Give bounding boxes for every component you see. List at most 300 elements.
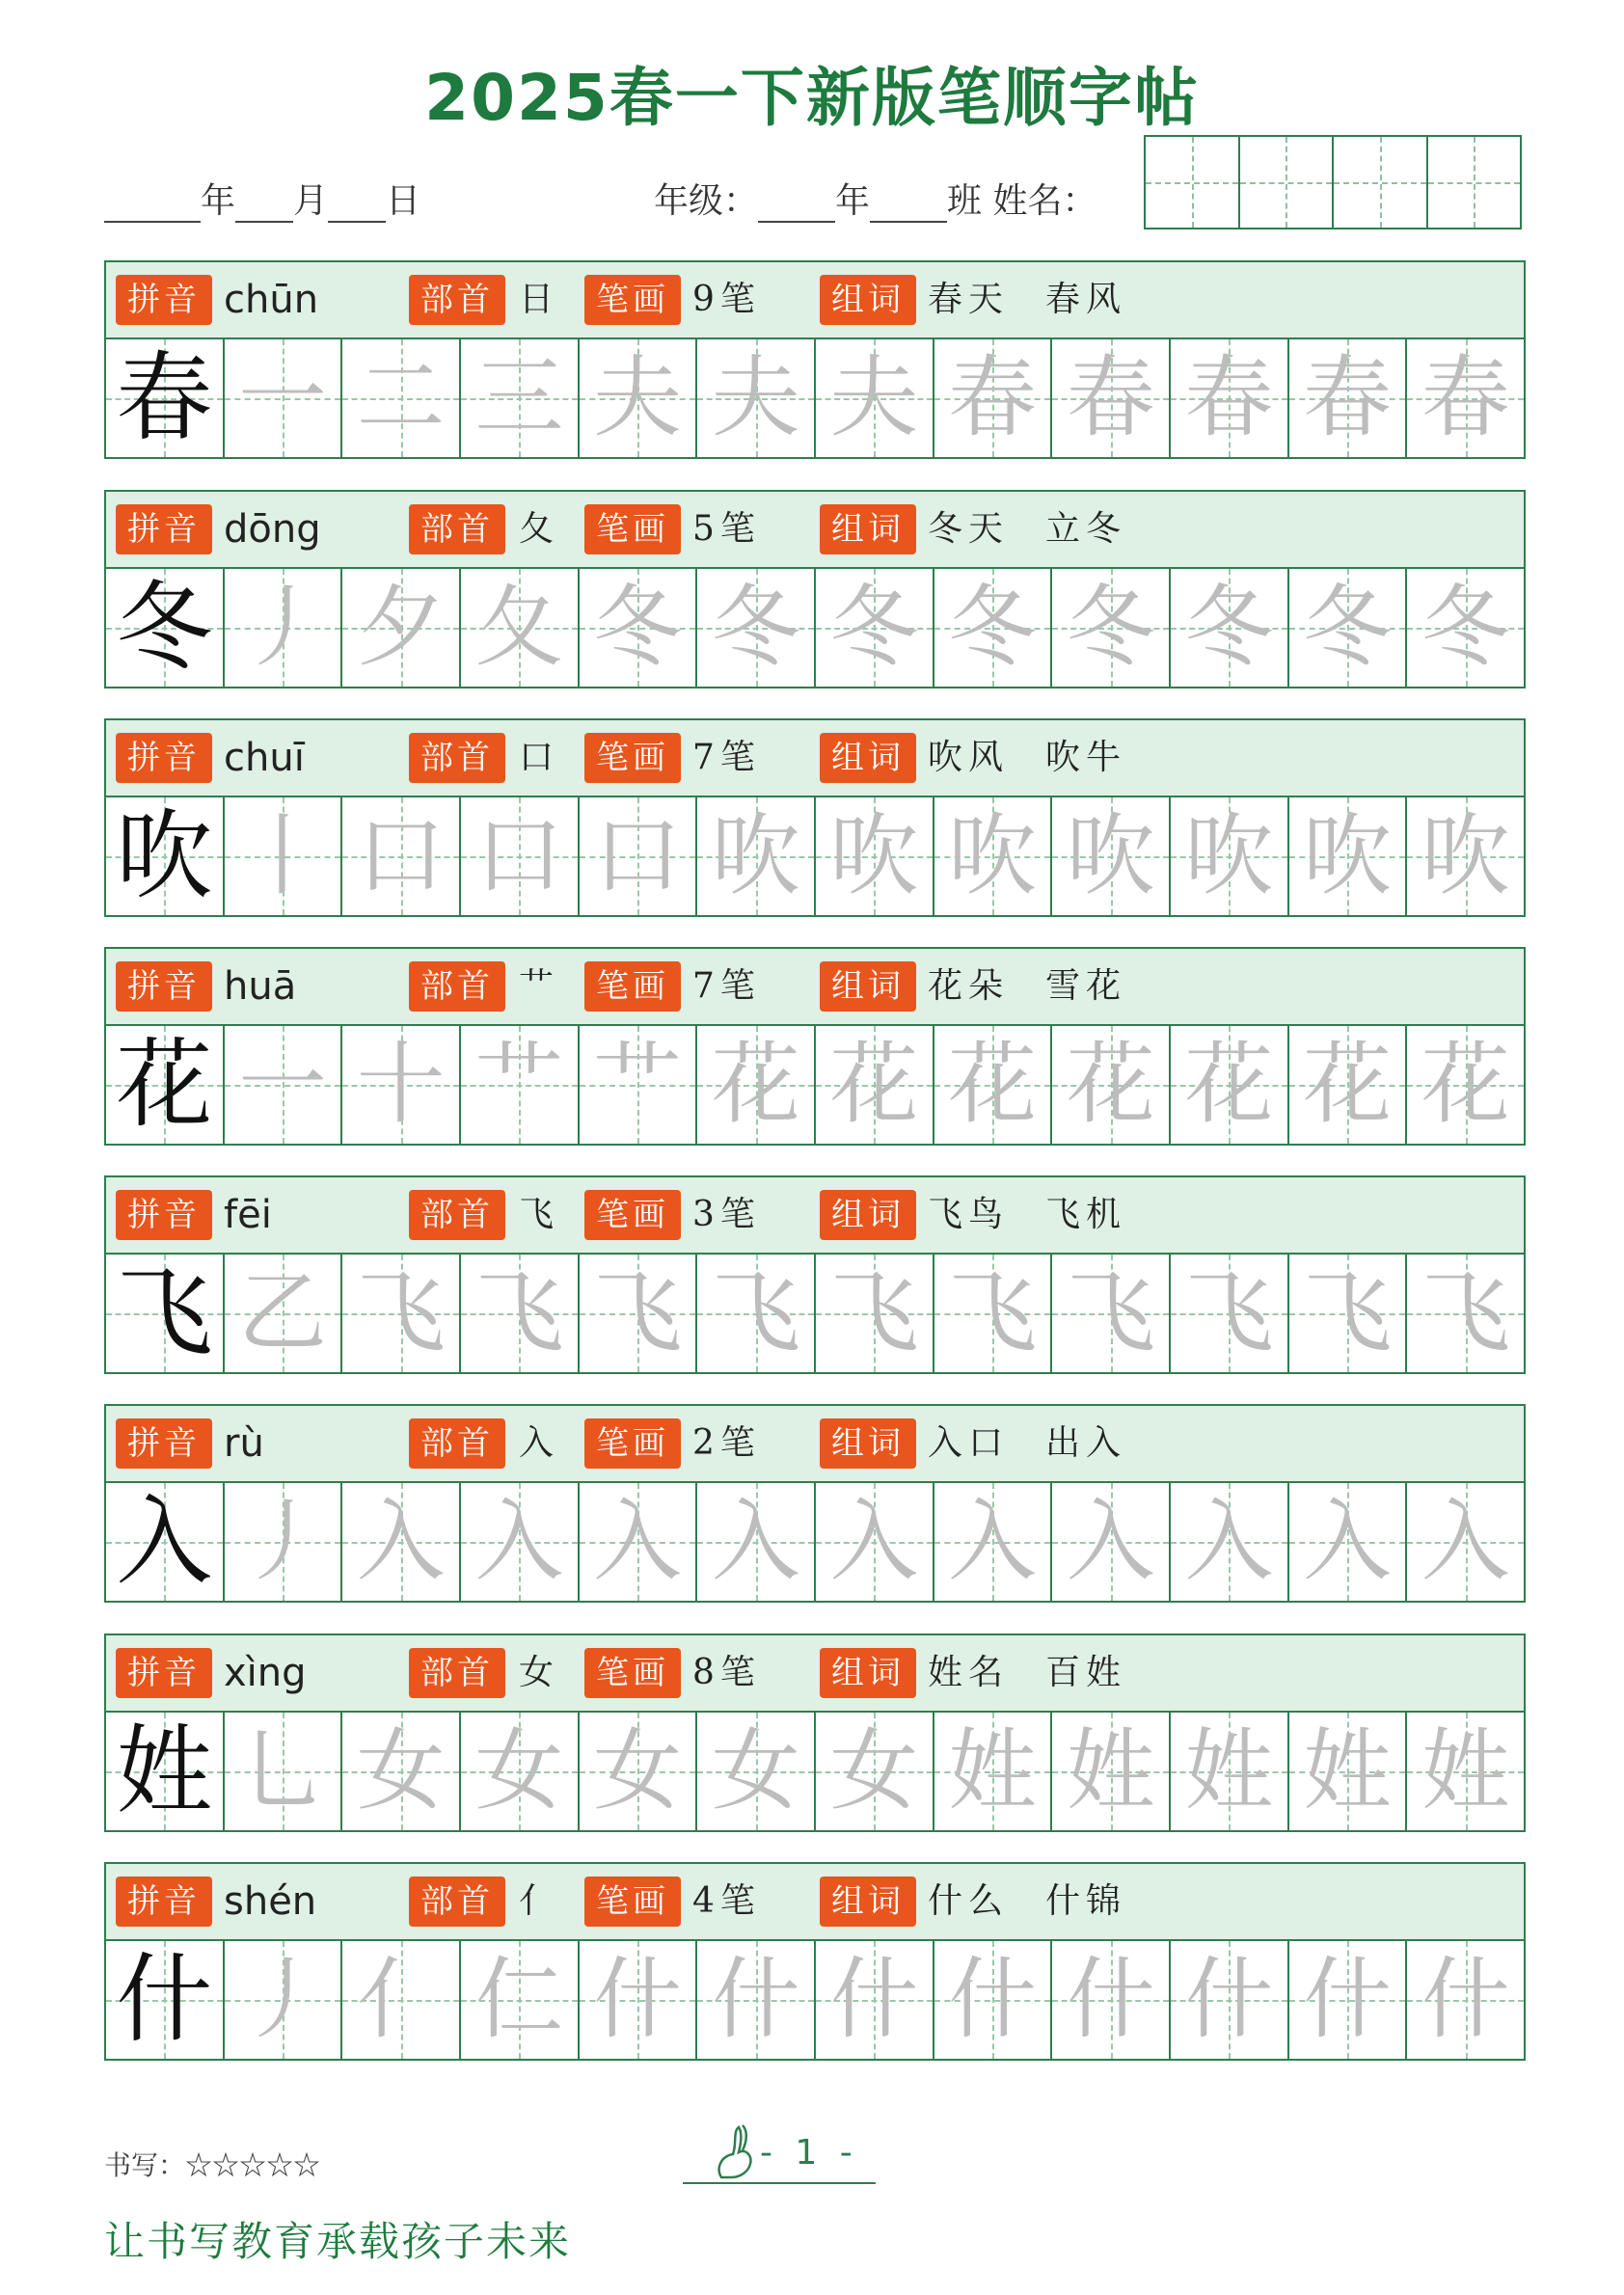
character-block — [104, 1175, 1526, 1374]
strokes-tag: 笔画 — [584, 733, 681, 783]
stroke-step-glyph: 什 — [1184, 1948, 1274, 2051]
stroke-step-glyph: 冬 — [829, 576, 919, 679]
stroke-step-glyph: 飞 — [356, 1261, 446, 1364]
stroke-order-cell[interactable] — [1289, 1483, 1408, 1601]
stroke-step-glyph: 艹 — [474, 1033, 564, 1136]
strokes-value: 5笔 — [692, 509, 761, 549]
stroke-step-glyph: 夫 — [593, 346, 683, 449]
words-tag: 组词 — [820, 504, 916, 554]
word-1: 飞鸟 — [928, 1195, 1010, 1234]
stroke-step-glyph: 丿 — [238, 1948, 328, 2051]
model-character: 吹 — [116, 799, 213, 912]
stroke-step-glyph: 女 — [356, 1719, 446, 1822]
character-block — [104, 718, 1526, 917]
stroke-order-cell[interactable] — [580, 1713, 698, 1830]
stroke-step-glyph: 姓 — [1303, 1719, 1393, 1822]
strokes-tag: 笔画 — [584, 1648, 681, 1698]
word-2: 春风 — [1045, 280, 1127, 319]
month-label: 月 — [293, 181, 329, 221]
stroke-step-glyph: 飞 — [474, 1261, 564, 1364]
radical-value: 日 — [519, 280, 560, 319]
stroke-step-glyph: 飞 — [1303, 1261, 1393, 1364]
stroke-order-cell[interactable] — [1171, 1713, 1289, 1830]
character-info-header — [106, 1635, 1524, 1713]
model-character: 冬 — [116, 571, 213, 684]
stroke-order-cell[interactable] — [1171, 339, 1289, 457]
date-line — [104, 174, 420, 231]
model-character-cell — [106, 569, 225, 687]
stroke-order-cell[interactable] — [934, 569, 1053, 687]
stroke-step-glyph: 花 — [1421, 1033, 1510, 1136]
stroke-step-glyph: 吹 — [1421, 804, 1510, 907]
stroke-step-glyph: 姓 — [948, 1719, 1038, 1822]
stroke-step-glyph: 入 — [829, 1490, 919, 1593]
stroke-step-glyph: 吹 — [1184, 804, 1274, 907]
strokes-value: 3笔 — [692, 1195, 761, 1234]
stroke-step-glyph: 入 — [948, 1490, 1038, 1593]
model-character: 入 — [116, 1485, 213, 1598]
stroke-order-cell[interactable] — [1052, 339, 1171, 457]
stroke-order-cell[interactable] — [816, 569, 934, 687]
writing-grid-row — [106, 1026, 1524, 1144]
word-2: 雪花 — [1045, 966, 1127, 1006]
stroke-step-glyph: 吹 — [711, 804, 800, 907]
stroke-order-cell[interactable] — [697, 1255, 816, 1372]
pinyin-tag: 拼音 — [116, 1648, 212, 1698]
stroke-order-cell[interactable] — [461, 569, 580, 687]
stroke-order-cell[interactable] — [580, 569, 698, 687]
stroke-order-cell[interactable] — [1289, 339, 1408, 457]
stroke-step-glyph: 飞 — [1066, 1261, 1155, 1364]
words-tag: 组词 — [820, 733, 916, 783]
model-character: 飞 — [116, 1256, 213, 1369]
stroke-order-cell[interactable] — [580, 1255, 698, 1372]
character-block — [104, 1862, 1526, 2061]
writing-grid-row — [106, 1941, 1524, 2059]
strokes-tag: 笔画 — [584, 1876, 681, 1927]
words-tag: 组词 — [820, 1876, 916, 1927]
radical-value: 飞 — [519, 1195, 560, 1234]
pinyin-tag: 拼音 — [116, 1876, 212, 1927]
stroke-order-cell[interactable] — [342, 1026, 461, 1144]
radical-tag: 部首 — [409, 1418, 505, 1469]
stroke-order-cell[interactable] — [934, 1713, 1053, 1830]
character-info-header — [106, 262, 1524, 339]
student-info-line — [654, 174, 1097, 231]
stroke-step-glyph: 春 — [1066, 346, 1155, 449]
character-info-header — [106, 1864, 1524, 1941]
radical-value: 夂 — [519, 509, 560, 549]
strokes-value: 9笔 — [692, 280, 761, 319]
name-box[interactable] — [1334, 137, 1428, 228]
stroke-step-glyph: 夫 — [711, 346, 800, 449]
stroke-step-glyph: 入 — [356, 1490, 446, 1593]
stroke-order-cell[interactable] — [1407, 1255, 1524, 1372]
name-box[interactable] — [1428, 137, 1521, 228]
word-2: 立冬 — [1045, 509, 1127, 549]
words-tag: 组词 — [820, 1418, 916, 1469]
stroke-step-glyph: 什 — [1421, 1948, 1510, 2051]
character-block — [104, 1634, 1526, 1832]
class-label: 班 — [947, 181, 983, 221]
word-2: 什锦 — [1045, 1881, 1127, 1921]
stroke-step-glyph: 入 — [1303, 1490, 1393, 1593]
strokes-tag: 笔画 — [584, 1190, 681, 1240]
stroke-order-cell[interactable] — [816, 1713, 934, 1830]
radical-tag: 部首 — [409, 961, 505, 1012]
stroke-step-glyph: 丿 — [238, 1490, 328, 1593]
radical-tag: 部首 — [409, 504, 505, 554]
strokes-tag: 笔画 — [584, 961, 681, 1012]
model-character: 花 — [116, 1028, 213, 1141]
model-character-cell — [106, 1255, 225, 1372]
stroke-order-cell[interactable] — [934, 339, 1053, 457]
stroke-step-glyph: 什 — [593, 1948, 683, 2051]
strokes-value: 2笔 — [692, 1423, 761, 1463]
stroke-order-cell[interactable] — [580, 1941, 698, 2059]
writing-grid-row — [106, 1483, 1524, 1601]
stroke-order-cell[interactable] — [580, 1483, 698, 1601]
radical-value: 亻 — [519, 1881, 560, 1921]
name-label: 姓名： — [992, 181, 1097, 221]
word-2: 百姓 — [1045, 1653, 1127, 1692]
stroke-step-glyph: 姓 — [1184, 1719, 1274, 1822]
stroke-order-cell[interactable] — [461, 1026, 580, 1144]
radical-tag: 部首 — [409, 1190, 505, 1240]
stroke-order-cell[interactable] — [461, 1941, 580, 2059]
stroke-step-glyph: 三 — [474, 346, 564, 449]
stroke-order-cell[interactable] — [342, 797, 461, 915]
rating-stars[interactable]: ☆☆☆☆☆ — [185, 2149, 321, 2181]
stroke-order-cell[interactable] — [697, 797, 816, 915]
year-blank[interactable] — [104, 178, 201, 223]
radical-tag: 部首 — [409, 1648, 505, 1698]
stroke-order-cell[interactable] — [1407, 339, 1524, 457]
stroke-step-glyph: 冬 — [711, 576, 800, 679]
stroke-order-cell[interactable] — [1407, 797, 1524, 915]
model-character: 什 — [116, 1943, 213, 2056]
stroke-order-cell[interactable] — [1171, 797, 1289, 915]
stroke-order-cell[interactable] — [342, 1483, 461, 1601]
model-character-cell — [106, 1941, 225, 2059]
year-label: 年 — [201, 181, 236, 221]
stroke-step-glyph: 姓 — [1421, 1719, 1510, 1822]
stroke-order-cell[interactable] — [1407, 1713, 1524, 1830]
class-blank[interactable] — [870, 178, 947, 223]
stroke-step-glyph: 口 — [474, 804, 564, 907]
grade-year-label: 年 — [835, 181, 871, 221]
name-box[interactable] — [1146, 137, 1240, 228]
pinyin-value: xìng — [224, 1651, 307, 1695]
stroke-step-glyph: 姓 — [1066, 1719, 1155, 1822]
stroke-step-glyph: 一 — [238, 1033, 328, 1136]
stroke-step-glyph: 花 — [711, 1033, 800, 1136]
stroke-step-glyph: 吹 — [1066, 804, 1155, 907]
model-character-cell — [106, 339, 225, 457]
model-character-cell — [106, 1713, 225, 1830]
character-block — [104, 490, 1526, 688]
stroke-step-glyph: 入 — [474, 1490, 564, 1593]
stroke-step-glyph: 冬 — [1303, 576, 1393, 679]
stroke-step-glyph: 女 — [593, 1719, 683, 1822]
stroke-order-cell[interactable] — [1171, 1941, 1289, 2059]
stroke-order-cell[interactable] — [816, 339, 934, 457]
stroke-step-glyph: 花 — [829, 1033, 919, 1136]
grade-blank[interactable] — [758, 178, 835, 223]
stroke-order-cell[interactable] — [816, 797, 934, 915]
stroke-order-cell[interactable] — [816, 1026, 934, 1144]
pinyin-value: shén — [224, 1879, 317, 1924]
stroke-order-cell[interactable] — [342, 569, 461, 687]
strokes-tag: 笔画 — [584, 1418, 681, 1469]
stroke-step-glyph: 二 — [356, 346, 446, 449]
writing-grid-row — [106, 1255, 1524, 1372]
words-tag: 组词 — [820, 275, 916, 325]
stroke-order-cell[interactable] — [580, 1026, 698, 1144]
stroke-step-glyph: 吹 — [829, 804, 919, 907]
stroke-order-cell[interactable] — [934, 1026, 1053, 1144]
stroke-order-cell[interactable] — [1052, 1483, 1171, 1601]
stroke-order-cell[interactable] — [934, 797, 1053, 915]
stroke-order-cell[interactable] — [816, 1941, 934, 2059]
stroke-step-glyph: 冬 — [1421, 576, 1510, 679]
stroke-order-cell[interactable] — [225, 569, 343, 687]
stroke-step-glyph: 女 — [829, 1719, 919, 1822]
stroke-step-glyph: 入 — [711, 1490, 800, 1593]
stroke-step-glyph: 女 — [474, 1719, 564, 1822]
stroke-order-cell[interactable] — [934, 1483, 1053, 1601]
character-info-header — [106, 720, 1524, 797]
stroke-step-glyph: 丨 — [238, 804, 328, 907]
stroke-step-glyph: 艹 — [593, 1033, 683, 1136]
stroke-order-cell[interactable] — [1171, 1026, 1289, 1144]
stroke-order-cell[interactable] — [816, 1255, 934, 1372]
stroke-step-glyph: 飞 — [1421, 1261, 1510, 1364]
character-block — [104, 260, 1526, 459]
word-2: 出入 — [1045, 1423, 1127, 1463]
stroke-order-cell[interactable] — [461, 797, 580, 915]
stroke-order-cell[interactable] — [225, 1941, 343, 2059]
radical-value: 口 — [519, 738, 560, 777]
stroke-step-glyph: 春 — [1421, 346, 1510, 449]
stroke-step-glyph: 春 — [1303, 346, 1393, 449]
stroke-step-glyph: 女 — [711, 1719, 800, 1822]
pinyin-value: dōng — [224, 507, 321, 552]
slogan: 让书写教育承载孩子未来 — [104, 2218, 572, 2265]
word-2: 飞机 — [1045, 1195, 1127, 1234]
stroke-order-cell[interactable] — [1052, 797, 1171, 915]
stroke-order-cell[interactable] — [225, 1026, 343, 1144]
stroke-step-glyph: 吹 — [1303, 804, 1393, 907]
stroke-order-cell[interactable] — [697, 569, 816, 687]
stroke-step-glyph: 入 — [1421, 1490, 1510, 1593]
stroke-order-cell[interactable] — [1289, 569, 1408, 687]
stroke-step-glyph: 亻 — [356, 1948, 446, 2051]
stroke-order-cell[interactable] — [461, 1713, 580, 1830]
stroke-step-glyph: 飞 — [948, 1261, 1038, 1364]
stroke-step-glyph: 夂 — [474, 576, 564, 679]
stroke-step-glyph: 冬 — [1184, 576, 1274, 679]
rating-label: 书写： — [104, 2149, 186, 2181]
stroke-order-cell[interactable] — [1052, 569, 1171, 687]
grade-label: 年级： — [654, 181, 759, 221]
radical-value: 女 — [519, 1653, 560, 1692]
stroke-order-cell[interactable] — [342, 1713, 461, 1830]
stroke-order-cell[interactable] — [1052, 1941, 1171, 2059]
stroke-order-cell[interactable] — [1289, 1026, 1408, 1144]
stroke-step-glyph: 冬 — [948, 576, 1038, 679]
radical-tag: 部首 — [409, 275, 505, 325]
model-character-cell — [106, 797, 225, 915]
writing-grid-row — [106, 339, 1524, 457]
stroke-order-cell[interactable] — [1289, 1941, 1408, 2059]
stroke-order-cell[interactable] — [580, 797, 698, 915]
character-info-header — [106, 949, 1524, 1026]
stroke-step-glyph: 花 — [1184, 1033, 1274, 1136]
stroke-order-cell[interactable] — [461, 1483, 580, 1601]
writing-grid-row — [106, 569, 1524, 687]
pinyin-value: chuī — [224, 736, 305, 780]
stroke-order-cell[interactable] — [697, 339, 816, 457]
stroke-step-glyph: 乚 — [238, 1719, 328, 1822]
word-1: 花朵 — [928, 966, 1010, 1006]
character-info-header — [106, 1177, 1524, 1255]
words-tag: 组词 — [820, 1648, 916, 1698]
stroke-order-cell[interactable] — [225, 1255, 343, 1372]
stroke-order-cell[interactable] — [1289, 1255, 1408, 1372]
character-info-header — [106, 492, 1524, 569]
stroke-step-glyph: 入 — [593, 1490, 683, 1593]
pinyin-tag: 拼音 — [116, 1418, 212, 1469]
stroke-step-glyph: 夕 — [356, 576, 446, 679]
stroke-step-glyph: 吹 — [948, 804, 1038, 907]
words-tag: 组词 — [820, 1190, 916, 1240]
stroke-order-cell[interactable] — [934, 1941, 1053, 2059]
stroke-order-cell[interactable] — [1052, 1255, 1171, 1372]
stroke-step-glyph: 春 — [1184, 346, 1274, 449]
stroke-order-cell[interactable] — [461, 339, 580, 457]
stroke-order-cell[interactable] — [1407, 1026, 1524, 1144]
stroke-order-cell[interactable] — [1171, 1255, 1289, 1372]
stroke-order-cell[interactable] — [225, 797, 343, 915]
stroke-order-cell[interactable] — [1289, 797, 1408, 915]
stroke-step-glyph: 冬 — [1066, 576, 1155, 679]
month-blank[interactable] — [235, 178, 293, 223]
stroke-order-cell[interactable] — [225, 1483, 343, 1601]
character-block — [104, 1404, 1526, 1603]
stroke-step-glyph: 口 — [356, 804, 446, 907]
stroke-step-glyph: 花 — [948, 1033, 1038, 1136]
stroke-order-cell[interactable] — [934, 1255, 1053, 1372]
stroke-order-cell[interactable] — [1052, 1026, 1171, 1144]
pinyin-tag: 拼音 — [116, 961, 212, 1012]
stroke-step-glyph: 入 — [1066, 1490, 1155, 1593]
stroke-order-cell[interactable] — [1171, 1483, 1289, 1601]
name-boxes[interactable] — [1144, 135, 1522, 230]
character-block — [104, 947, 1526, 1146]
stroke-step-glyph: 口 — [593, 804, 683, 907]
pinyin-tag: 拼音 — [116, 275, 212, 325]
model-character-cell — [106, 1026, 225, 1144]
stroke-order-cell[interactable] — [697, 1713, 816, 1830]
page-title: 2025春一下新版笔顺字帖 — [424, 61, 1200, 135]
strokes-tag: 笔画 — [584, 504, 681, 554]
strokes-value: 4笔 — [692, 1881, 761, 1921]
stroke-step-glyph: 丿 — [238, 576, 328, 679]
word-1: 入口 — [928, 1423, 1010, 1463]
stroke-step-glyph: 什 — [711, 1948, 800, 2051]
stroke-order-cell[interactable] — [1407, 1941, 1524, 2059]
pinyin-value: rù — [224, 1421, 264, 1466]
stroke-step-glyph: 飞 — [593, 1261, 683, 1364]
strokes-value: 7笔 — [692, 738, 761, 777]
stroke-step-glyph: 入 — [1184, 1490, 1274, 1593]
stroke-order-cell[interactable] — [225, 339, 343, 457]
writing-grid-row — [106, 1713, 1524, 1830]
strokes-value: 7笔 — [692, 966, 761, 1006]
stroke-order-cell[interactable] — [1407, 1483, 1524, 1601]
stroke-order-cell[interactable] — [461, 1255, 580, 1372]
stroke-order-cell[interactable] — [697, 1483, 816, 1601]
pinyin-value: huā — [224, 964, 297, 1009]
words-tag: 组词 — [820, 961, 916, 1012]
stroke-order-cell[interactable] — [1052, 1713, 1171, 1830]
stroke-step-glyph: 冬 — [593, 576, 683, 679]
stroke-order-cell[interactable] — [697, 1026, 816, 1144]
radical-value: 艹 — [519, 966, 560, 1006]
stroke-order-cell[interactable] — [342, 1255, 461, 1372]
stroke-order-cell[interactable] — [816, 1483, 934, 1601]
day-blank[interactable] — [328, 178, 386, 223]
pinyin-value: chūn — [224, 278, 319, 322]
radical-tag: 部首 — [409, 1876, 505, 1927]
word-1: 吹风 — [928, 738, 1010, 777]
stroke-order-cell[interactable] — [1407, 569, 1524, 687]
word-2: 吹牛 — [1045, 738, 1127, 777]
writing-grid-row — [106, 797, 1524, 915]
stroke-order-cell[interactable] — [580, 339, 698, 457]
stroke-order-cell[interactable] — [342, 1941, 461, 2059]
model-character: 姓 — [116, 1714, 213, 1827]
stroke-step-glyph: 飞 — [1184, 1261, 1274, 1364]
pinyin-value: fēi — [224, 1193, 272, 1237]
word-1: 什么 — [928, 1881, 1010, 1921]
word-1: 春天 — [928, 280, 1010, 319]
model-character: 春 — [116, 341, 213, 454]
stroke-step-glyph: 十 — [356, 1033, 446, 1136]
stroke-step-glyph: 飞 — [829, 1261, 919, 1364]
stroke-step-glyph: 仁 — [474, 1948, 564, 2051]
stroke-order-cell[interactable] — [1171, 569, 1289, 687]
radical-value: 入 — [519, 1423, 560, 1463]
strokes-tag: 笔画 — [584, 275, 681, 325]
stroke-order-cell[interactable] — [225, 1713, 343, 1830]
stroke-step-glyph: 什 — [1066, 1948, 1155, 2051]
pinyin-tag: 拼音 — [116, 1190, 212, 1240]
stroke-order-cell[interactable] — [697, 1941, 816, 2059]
page-number: - 1 - — [760, 2133, 858, 2173]
stroke-order-cell[interactable] — [1289, 1713, 1408, 1830]
name-box[interactable] — [1240, 137, 1335, 228]
pinyin-tag: 拼音 — [116, 733, 212, 783]
stroke-step-glyph: 夫 — [829, 346, 919, 449]
stroke-step-glyph: 什 — [948, 1948, 1038, 2051]
day-label: 日 — [386, 181, 421, 221]
strokes-value: 8笔 — [692, 1653, 761, 1692]
stroke-order-cell[interactable] — [342, 339, 461, 457]
stroke-step-glyph: 一 — [238, 346, 328, 449]
character-info-header — [106, 1406, 1524, 1483]
